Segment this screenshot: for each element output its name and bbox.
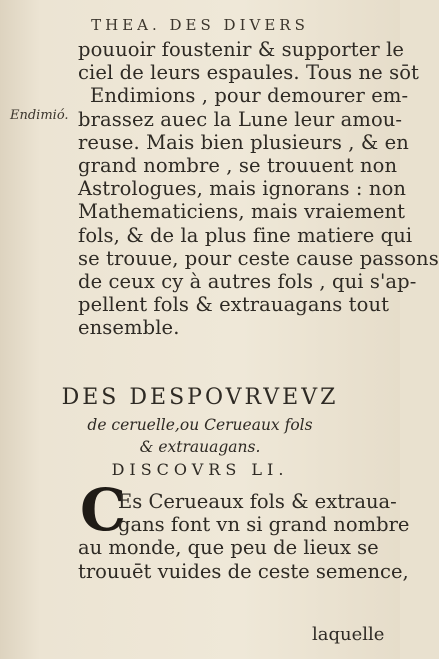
body-line: Endimions , pour demourer em- [90,84,409,108]
chapter-line: gans font vn si grand nombre [118,513,410,537]
body-line: de ceux cy à autres fols , qui s'ap- [78,269,417,293]
chapter-line: trouuēt vuides de ceste semence, [78,559,409,583]
chapter-text [78,490,410,583]
discourse-heading: DISCOVRS LI. [111,460,289,479]
body-text [78,38,439,340]
body-line: reuse. Mais bien plusieurs , & en [78,130,409,154]
catchword: laquelle [312,624,385,645]
margin-note: Endimió. [10,108,69,123]
section-subtitle: & extrauagans. [139,438,261,456]
chapter-line: Es Cerueaux fols & extraua- [118,490,397,513]
body-line: pellent fols & extrauagans tout [78,293,390,317]
body-line: fols, & de la plus fine matiere qui [78,223,413,247]
body-line: ensemble. [78,316,180,340]
body-line: grand nombre , se trouuent non [78,153,398,177]
section-subtitle: de ceruelle,ou Cerueaux fols [87,416,313,434]
drop-cap: C [80,476,127,544]
body-line: se trouue, pour ceste cause passons [78,246,439,270]
body-line: pouuoir foustenir & supporter le [78,38,405,61]
section-title: DES DESPOVRVEVZ [61,385,339,410]
chapter-line: au monde, que peu de lieux se [78,536,379,560]
body-line: Mathematiciens, mais vraiement [78,200,406,224]
running-head: THEA. DES DIVERS [91,16,309,34]
body-line: ciel de leurs espaules. Tous ne sōt [78,61,419,85]
body-line: Astrologues, mais ignorans : non [78,177,407,201]
body-line: brassez auec la Lune leur amou- [78,107,403,131]
